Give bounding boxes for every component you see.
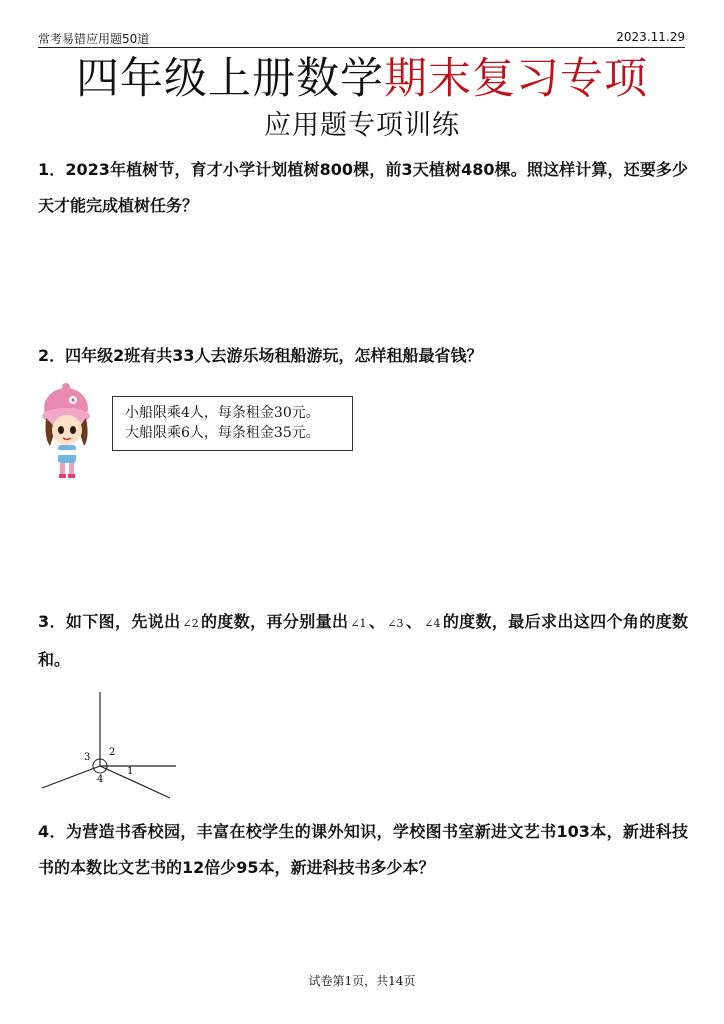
big-boat-rule: 大船限乘6人，每条租金35元。 (125, 425, 320, 441)
angle-diagram (38, 692, 188, 802)
header-divider (38, 47, 685, 48)
page-subtitle: 应用题专项训练 (264, 110, 460, 141)
boat-rental-info-box (112, 396, 353, 451)
page-title (0, 53, 724, 105)
angle-4-symbol: ∠4 (424, 617, 441, 630)
question-4: 4．为营造书香校园，丰富在校学生的课外知识，学校图书室新进文艺书103本，新进科技书的本数比文艺书的12倍少95本，新进科技书多少本？ (38, 822, 688, 877)
question-1: 1．2023年植树节，育才小学计划植树800棵，前3天植树480棵。照这样计算，还要多少天才能完成植树任务？ (38, 160, 688, 215)
q3-text-part2: 的度数，再分别量出 (200, 612, 349, 631)
girl-illustration (36, 378, 102, 482)
q3-sep2: 、 (405, 612, 423, 631)
question-3 (38, 604, 688, 678)
header-left-text: 常考易错应用题50道 (38, 32, 150, 46)
small-boat-rule: 小船限乘4人，每条租金30元。 (125, 405, 320, 421)
angle-3-symbol: ∠3 (387, 617, 404, 630)
question-2: 2．四年级2班有共33人去游乐场租船游玩，怎样租船最省钱？ (38, 346, 483, 365)
title-black-part: 四年级上册数学 (76, 54, 384, 104)
diagram-label-3: 3 (84, 752, 91, 763)
header-date: 2023.11.29 (616, 30, 685, 44)
diagram-label-2: 2 (109, 747, 116, 758)
angle-1-symbol: ∠1 (350, 617, 367, 630)
page-footer: 试卷第1页，共14页 (308, 974, 416, 988)
title-red-part: 期末复习专项 (384, 54, 648, 104)
q3-sep1: 、 (368, 612, 386, 631)
diagram-label-1: 1 (127, 766, 134, 777)
q3-text-part1: 3．如下图，先说出 (38, 612, 181, 631)
q3-text-part3: 的度数，最后求出这四个角的度数和。 (38, 612, 688, 669)
diagram-label-4: 4 (97, 774, 104, 785)
angle-2-symbol: ∠2 (182, 617, 199, 630)
